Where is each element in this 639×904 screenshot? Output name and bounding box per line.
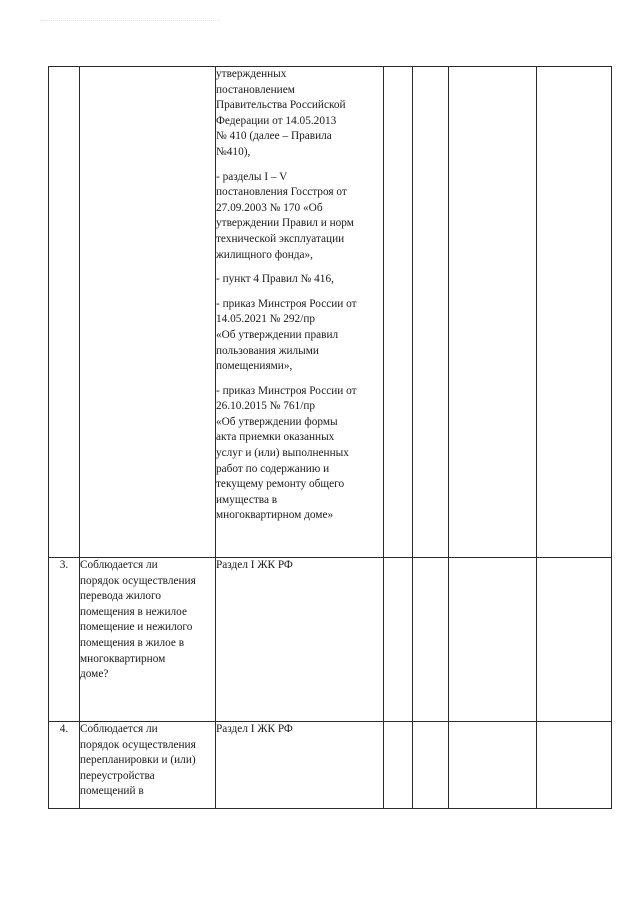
text-line: помещения в нежилое [80, 605, 187, 618]
text-line: 14.05.2021 № 292/пр [216, 313, 316, 326]
answer-yes-cell[interactable] [384, 67, 413, 558]
text-line: Соблюдается ли [80, 723, 158, 735]
requirement-paragraph [216, 170, 383, 264]
text-line: 27.09.2003 № 170 «Об [216, 201, 323, 214]
table-row [49, 722, 612, 809]
text-line: утверждении Правил и норм [216, 217, 354, 230]
question-cell [80, 558, 216, 722]
text-line: услуг и (или) выполненных [216, 447, 349, 460]
requirement-paragraph [216, 297, 383, 375]
text-line: технической эксплуатации [216, 232, 345, 245]
table-row [49, 558, 612, 722]
table-row [49, 67, 612, 558]
text-line: акта приемки оказанных [216, 431, 335, 444]
text-line: утвержденных [216, 68, 287, 80]
requirements-cell: Раздел I ЖК РФ [216, 722, 384, 809]
requirements-cell: Раздел I ЖК РФ [216, 558, 384, 722]
text-line: переустройства [80, 769, 155, 782]
text-line: помещениями», [216, 360, 293, 373]
question-cell [80, 67, 216, 558]
note-cell[interactable] [537, 67, 612, 558]
note-cell[interactable] [537, 558, 612, 722]
text-line: №410), [216, 145, 251, 158]
text-line: - разделы I – V [216, 170, 288, 183]
text-line: «Об утверждении правил [216, 328, 339, 341]
text-line: жилищного фонда», [216, 248, 313, 261]
text-line: перевода жилого [80, 590, 162, 603]
text-line: помещения в жилое в [80, 636, 185, 649]
text-line: многоквартирном доме» [216, 509, 334, 522]
text-line: порядок осуществления [80, 574, 196, 587]
requirement-paragraph [216, 384, 383, 524]
requirement-paragraph [216, 67, 383, 161]
text-line: - приказ Минстроя России от [216, 384, 357, 397]
row-number-cell: 4. [49, 722, 80, 809]
answer-no-cell[interactable] [413, 722, 449, 809]
text-line: Соблюдается ли [80, 559, 158, 571]
answer-na-cell[interactable] [449, 722, 537, 809]
answer-no-cell[interactable] [413, 67, 449, 558]
answer-no-cell[interactable] [413, 558, 449, 722]
text-line: многоквартирном [80, 652, 166, 665]
text-line: перепланировки и (или) [80, 754, 196, 767]
text-line: текущему ремонту общего [216, 478, 345, 491]
text-line: порядок осуществления [80, 738, 196, 751]
text-line: имущества в [216, 493, 278, 506]
text-line: работ по содержанию и [216, 462, 330, 475]
text-line: помещение и нежилого [80, 621, 193, 634]
text-line: - приказ Минстроя России от [216, 297, 357, 310]
row-number-cell: 3. [49, 558, 80, 722]
text-line: постановления Госстроя от [216, 186, 347, 199]
text-line: доме? [80, 668, 109, 681]
text-line: пользования жилыми [216, 344, 319, 357]
text-line: «Об утверждении формы [216, 415, 338, 428]
answer-yes-cell[interactable] [384, 722, 413, 809]
answer-na-cell[interactable] [449, 558, 537, 722]
requirements-cell [216, 67, 384, 558]
note-cell[interactable] [537, 722, 612, 809]
text-line: - пункт 4 Правил № 416, [216, 273, 334, 286]
text-line: Правительства Российской [216, 99, 346, 112]
text-line: постановлением [216, 83, 295, 96]
answer-yes-cell[interactable] [384, 558, 413, 722]
answer-na-cell[interactable] [449, 67, 537, 558]
requirement-paragraph [216, 272, 383, 288]
row-number-cell [49, 67, 80, 558]
scan-artifact [40, 12, 220, 21]
text-line: помещений в [80, 785, 144, 798]
text-line: Федерации от 14.05.2013 [216, 114, 337, 127]
checklist-table [48, 66, 612, 809]
text-line: 26.10.2015 № 761/пр [216, 400, 316, 413]
question-cell [80, 722, 216, 809]
text-line: № 410 (далее – Правила [216, 130, 332, 143]
